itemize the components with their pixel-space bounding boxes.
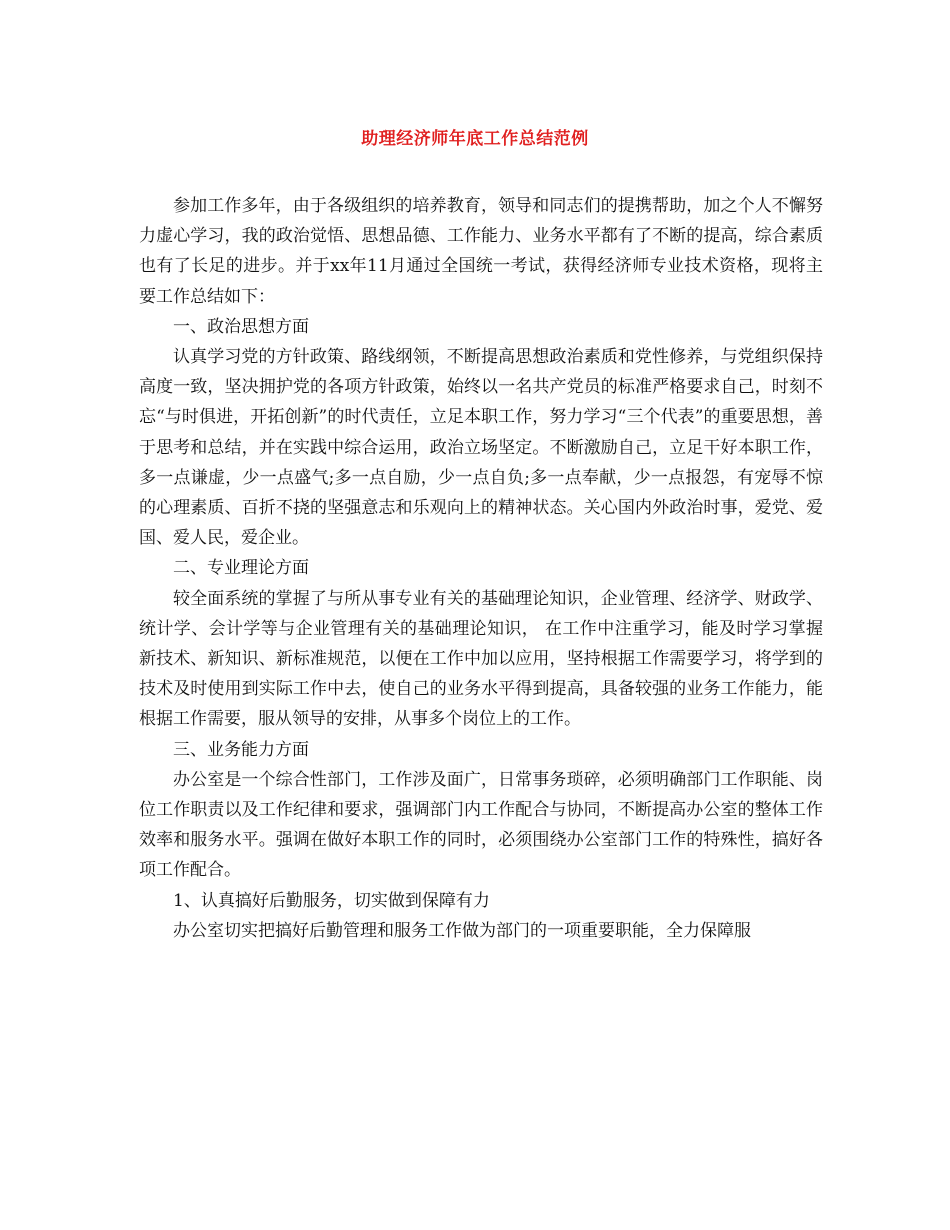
section-heading: 二、专业理论方面 (173, 558, 309, 579)
paragraph: 办公室切实把搞好后勤管理和服务工作做为部门的一项重要职能，全力保障服 (173, 920, 751, 941)
paragraph: 认真学习党的方针政策、路线纲领，不断提高思想政治素质和党性修养，与党组织保持高度一致，坚决拥护党的各项方针政策，始终以一名共产党员的标准严格要求自己，时刻不忘“与时俱进，开拓创新”的时代责任，立足本职工作，努力学习“三个代表”的重要思想，善于思考和总结，并在实践中综合运用，政治立场坚定。不断激励自己，立足干好本职工作，多一点谦虚，少一点盛气;多一点自励，少一点自负;多一点奉献，少一点报怨，有宠辱不惊的心理素质、百折不挠的坚强意志和乐观向上的精神状态。关心国内外政治时事，爱党、爱国、爱人民，爱企业。 (139, 347, 823, 549)
paragraph: 办公室是一个综合性部门，工作涉及面广，日常事务琐碎，必须明确部门工作职能、岗位工作职责以及工作纪律和要求，强调部门内工作配合与协同，不断提高办公室的整体工作效率和服务水平。强调在做好本职工作的同时，必须围绕办公室部门工作的特殊性，搞好各项工作配合。 (139, 769, 823, 881)
document-body (139, 191, 823, 946)
section-heading: 三、业务能力方面 (173, 739, 309, 760)
paragraph: 较全面系统的掌握了与所从事专业有关的基础理论知识，企业管理、经济学、财政学、统计学、会计学等与企业管理有关的基础理论知识， 在工作中注重学习，能及时学习掌握新技术、新知识、新标准规范，以便在工作中加以应用，坚持根据工作需要学习，将学到的技术及时使用到实际工作中去，使自己的业务水平得到提高，具备较强的业务工作能力，能根据工作需要，服从领导的安排，从事多个岗位上的工作。 (139, 588, 823, 730)
section-heading: 一、政治思想方面 (173, 316, 309, 337)
subsection-heading: 1、认真搞好后勤服务，切实做到保障有力 (173, 890, 490, 911)
document-title: 助理经济师年底工作总结范例 (361, 129, 589, 149)
paragraph: 参加工作多年，由于各级组织的培养教育，领导和同志们的提携帮助，加之个人不懈努力虚心学习，我的政治觉悟、思想品德、工作能力、业务水平都有了不断的提高，综合素质也有了长足的进步。并于xx年11月通过全国统一考试，获得经济师专业技术资格，现将主要工作总结如下： (139, 196, 823, 307)
